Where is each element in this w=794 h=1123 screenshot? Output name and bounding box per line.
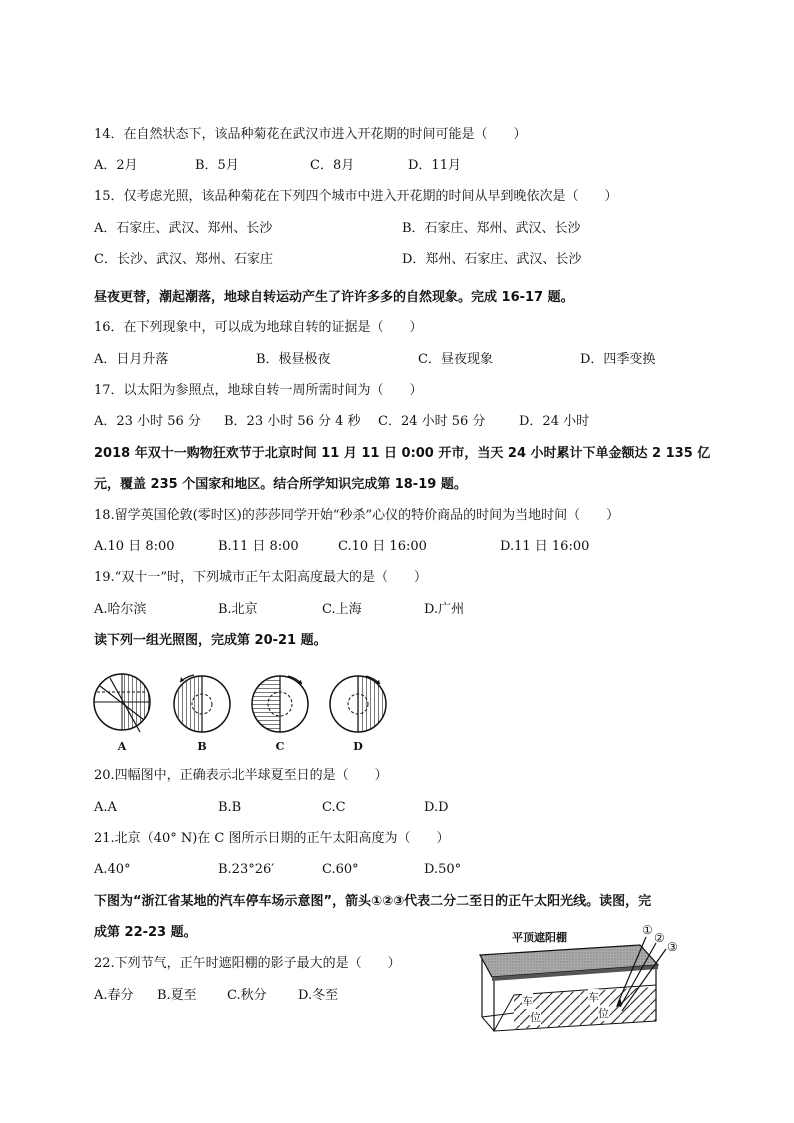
intro-22-23-line1: 下图为“浙江省某地的汽车停车场示意图”，箭头①②③代表二分二至日的正午太阳光线。读图，完 xyxy=(94,894,652,909)
q22-option-b: B.夏至 xyxy=(157,988,197,1003)
q20-stem: 20.四幅图中，正确表示北半球夏至日的是（ ） xyxy=(94,768,388,783)
intro-20-21: 读下列一组光照图，完成第 20-21 题。 xyxy=(94,633,327,648)
q21-stem: 21.北京（40° N)在 C 图所示日期的正午太阳高度为（ ） xyxy=(94,831,450,846)
q22-option-a: A.春分 xyxy=(94,988,134,1003)
q14-stem: 14．在自然状态下，该品种菊花在武汉市进入开花期的时间可能是（ ） xyxy=(94,127,527,142)
intro-16-17: 昼夜更替，潮起潮落，地球自转运动产生了许许多多的自然现象。完成 16-17 题。 xyxy=(94,290,574,305)
parking-space-label-4: 位 xyxy=(598,1007,609,1020)
q15-option-c: C．长沙、武汉、郑州、石家庄 xyxy=(94,252,273,267)
q19-option-d: D.广州 xyxy=(424,602,465,617)
q15-stem: 15．仅考虑光照，该品种菊花在下列四个城市中进入开花期的时间从早到晚依次是（ ） xyxy=(94,189,618,204)
intro-18-19-line2: 元，覆盖 235 个国家和地区。结合所学知识完成第 18-19 题。 xyxy=(94,477,467,492)
q18-stem: 18.留学英国伦敦(零时区)的莎莎同学开始“秒杀”心仪的特价商品的时间为当地时间（ ） xyxy=(94,508,620,523)
q16-stem: 16．在下列现象中，可以成为地球自转的证据是（ ） xyxy=(94,320,423,335)
q22-option-c: C.秋分 xyxy=(227,988,267,1003)
q19-option-a: A.哈尔滨 xyxy=(94,602,147,617)
arrow-label-1: ① xyxy=(642,923,653,937)
illumination-label-c: C xyxy=(275,740,285,753)
q21-option-c: C.60° xyxy=(322,862,359,877)
arrow-label-3: ③ xyxy=(667,940,678,954)
arrow-label-2: ② xyxy=(654,931,665,945)
q22-option-d: D.冬至 xyxy=(298,988,339,1003)
parking-lot-figure xyxy=(470,925,685,1035)
q17-stem: 17．以太阳为参照点，地球自转一周所需时间为（ ） xyxy=(94,383,423,398)
q16-option-b: B．极昼极夜 xyxy=(256,352,331,367)
q20-option-d: D.D xyxy=(424,800,449,815)
q21-option-b: B.23°26′ xyxy=(218,862,275,877)
q18-option-d: D.11 日 16:00 xyxy=(500,539,590,554)
q18-option-a: A.10 日 8:00 xyxy=(94,539,175,554)
q15-option-a: A．石家庄、武汉、郑州、长沙 xyxy=(94,221,273,236)
intro-22-23-line2: 成第 22-23 题。 xyxy=(94,925,197,940)
q15-option-b: B．石家庄、郑州、武汉、长沙 xyxy=(402,221,581,236)
q14-option-a: A．2月 xyxy=(94,158,138,173)
illumination-figure-c xyxy=(248,672,312,738)
illumination-label-a: A xyxy=(117,740,127,753)
intro-18-19-line1: 2018 年双十一购物狂欢节于北京时间 11 月 11 日 0:00 开市，当天 24 小时累计下单金额达 2 135 亿 xyxy=(94,446,711,461)
q16-option-c: C．昼夜现象 xyxy=(418,352,493,367)
q22-stem: 22.下列节气，正午时遮阳棚的影子最大的是（ ） xyxy=(94,956,401,971)
q19-option-c: C.上海 xyxy=(322,602,362,617)
parking-space-label-1: 车 xyxy=(522,995,533,1008)
q15-option-d: D．郑州、石家庄、武汉、长沙 xyxy=(402,252,582,267)
illumination-figure-d xyxy=(326,672,390,738)
q17-option-c: C．24 小时 56 分 xyxy=(378,414,486,429)
q17-option-b: B．23 小时 56 分 4 秒 xyxy=(224,414,361,429)
q20-option-a: A.A xyxy=(94,800,117,815)
illumination-figure-a xyxy=(92,672,156,738)
illumination-label-b: B xyxy=(197,740,207,753)
q20-option-b: B.B xyxy=(218,800,242,815)
q21-option-a: A.40° xyxy=(94,862,131,877)
q16-option-d: D．四季变换 xyxy=(580,352,656,367)
q18-option-b: B.11 日 8:00 xyxy=(218,539,299,554)
q20-option-c: C.C xyxy=(322,800,346,815)
q14-option-d: D．11月 xyxy=(408,158,461,173)
parking-figure-title: 平顶遮阳棚 xyxy=(512,931,567,944)
q19-option-b: B.北京 xyxy=(218,602,258,617)
parking-space-label-2: 位 xyxy=(530,1011,541,1024)
q17-option-a: A．23 小时 56 分 xyxy=(94,414,201,429)
illumination-label-d: D xyxy=(353,740,363,753)
q18-option-c: C.10 日 16:00 xyxy=(338,539,427,554)
q14-option-c: C．8月 xyxy=(310,158,355,173)
q14-option-b: B．5月 xyxy=(195,158,239,173)
q17-option-d: D．24 小时 xyxy=(519,414,590,429)
parking-space-label-3: 车 xyxy=(588,991,599,1004)
q19-stem: 19.“双十一”时，下列城市正午太阳高度最大的是（ ） xyxy=(94,570,427,585)
q16-option-a: A．日月升落 xyxy=(94,352,169,367)
illumination-figure-b xyxy=(170,672,234,738)
q21-option-d: D.50° xyxy=(424,862,462,877)
